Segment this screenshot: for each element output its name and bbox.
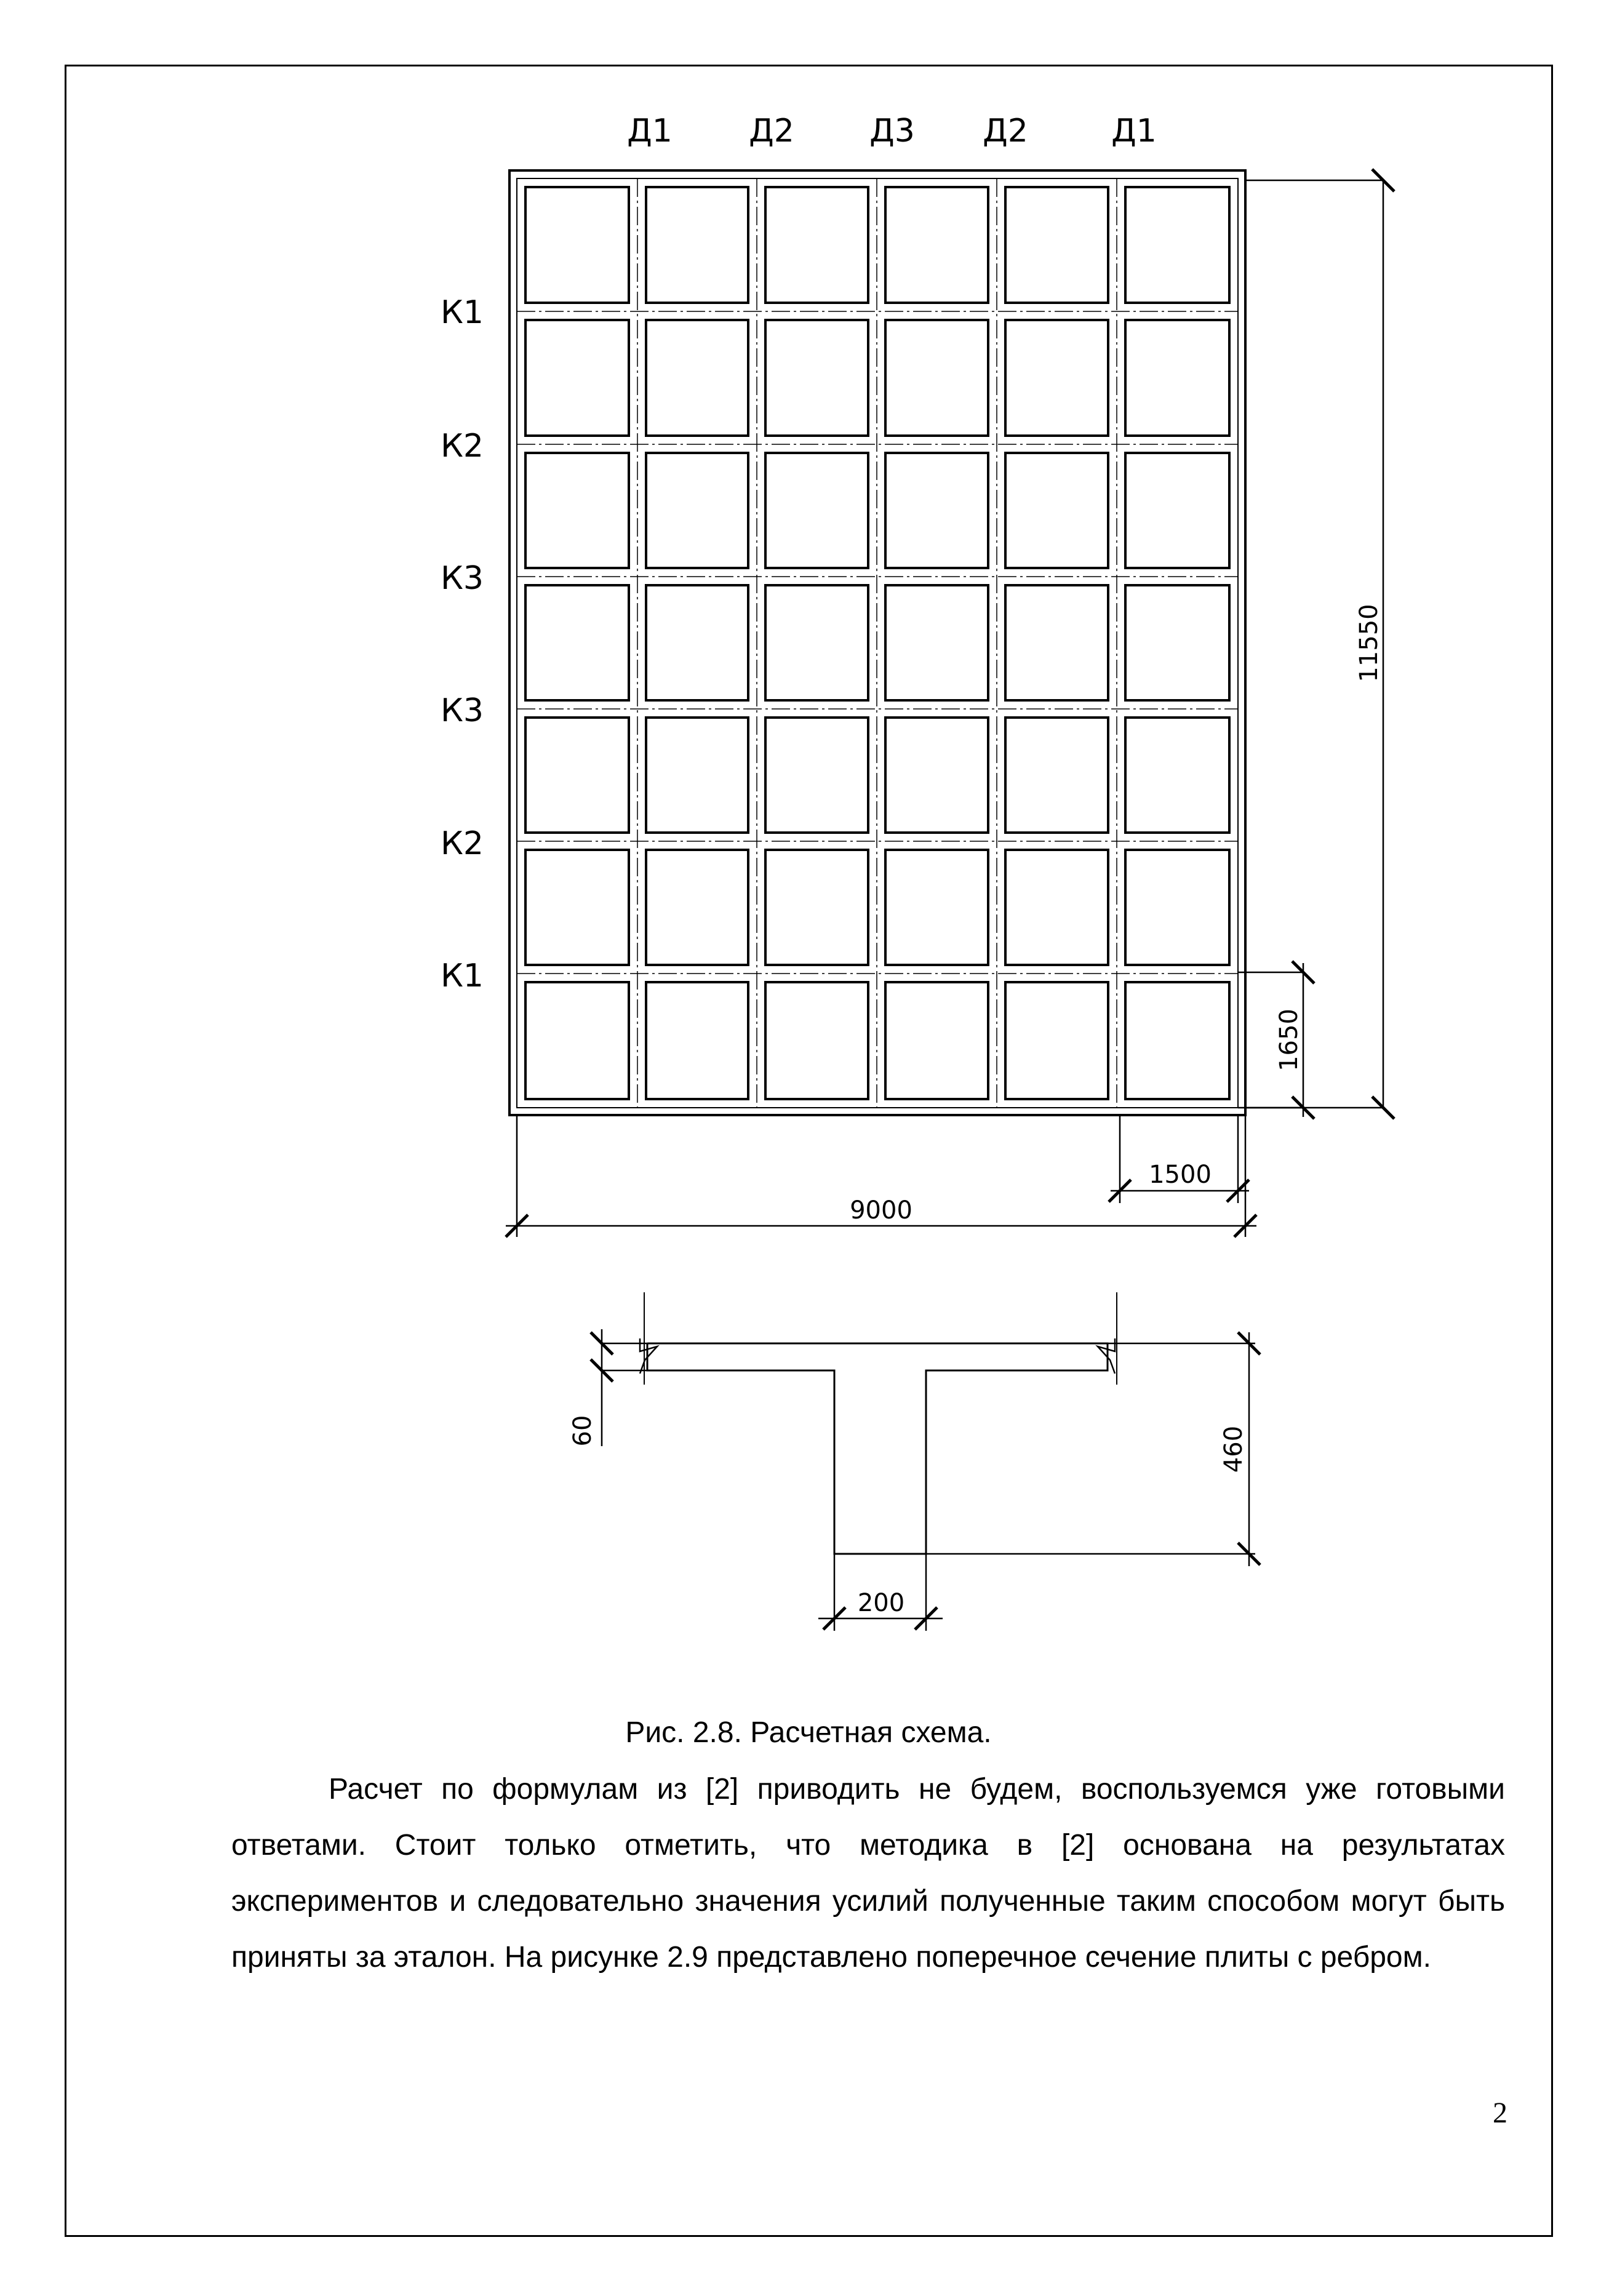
beam-grid <box>517 178 1238 1108</box>
slab-panel <box>1125 320 1229 436</box>
slab-panel <box>646 982 748 1099</box>
slab-panel <box>765 718 868 833</box>
row-label: К1 <box>441 958 484 994</box>
page-number: 2 <box>1493 2097 1507 2129</box>
slab-panel <box>1125 982 1229 1099</box>
slab-panel <box>1125 453 1229 568</box>
plan-dimensions <box>506 169 1394 1237</box>
row-label: К2 <box>441 428 484 465</box>
slab-panel <box>885 187 988 303</box>
slab-inner-outline <box>517 178 1238 1108</box>
column-label: Д1 <box>627 113 673 150</box>
slab-panel <box>1125 187 1229 303</box>
slab-panel <box>1125 718 1229 833</box>
column-label: Д2 <box>983 113 1028 150</box>
column-label: Д2 <box>749 113 794 150</box>
column-label: Д3 <box>869 113 915 150</box>
slab-panel <box>765 982 868 1099</box>
slab-panel <box>1005 718 1108 833</box>
slab-panel <box>885 850 988 965</box>
slab-panel <box>525 320 629 436</box>
slab-panels <box>525 187 1229 1099</box>
slab-panel <box>525 187 629 303</box>
slab-panel <box>1005 850 1108 965</box>
row-label: К1 <box>441 294 484 331</box>
slab-panel <box>525 982 629 1099</box>
slab-panel <box>1005 585 1108 700</box>
slab-panel <box>885 453 988 568</box>
slab-panel <box>525 585 629 700</box>
body-paragraph: Расчет по формулам из [2] приводить не будем, воспользуемся уже готовыми ответами. Стоит только отметить, что методика в [2] основана на результатах экспериментов и следовательно значения усилий полученные таким способом могут быть приняты за эталон. На рисунке 2.9 представлено поперечное сечение плиты с ребром. <box>231 1773 1505 1974</box>
slab-panel <box>1005 453 1108 568</box>
slab-panel <box>646 850 748 965</box>
slab-panel <box>1125 850 1229 965</box>
dimension-row-spacing: 1650 <box>1275 1009 1303 1071</box>
slab-panel <box>885 718 988 833</box>
dimension-column-spacing: 1500 <box>1149 1161 1212 1189</box>
slab-panel <box>765 453 868 568</box>
figure-caption: Рис. 2.8. Расчетная схема. <box>625 1716 992 1749</box>
slab-panel <box>646 453 748 568</box>
slab-panel <box>1005 187 1108 303</box>
dimension-width-total: 9000 <box>850 1196 912 1225</box>
slab-panel <box>765 320 868 436</box>
slab-panel <box>1005 982 1108 1099</box>
slab-plan <box>509 170 1245 1115</box>
slab-panel <box>765 585 868 700</box>
column-label: Д1 <box>1111 113 1157 150</box>
slab-panel <box>1005 320 1108 436</box>
row-label: К2 <box>441 825 484 862</box>
slab-panel <box>1125 585 1229 700</box>
slab-panel <box>646 320 748 436</box>
row-label: К3 <box>441 560 484 597</box>
dimension-flange-thickness: 60 <box>569 1415 597 1447</box>
slab-panel <box>525 718 629 833</box>
slab-panel <box>885 320 988 436</box>
rib-cross-section <box>640 1292 1117 1554</box>
row-label: К3 <box>441 692 484 729</box>
slab-panel <box>765 850 868 965</box>
slab-panel <box>646 187 748 303</box>
slab-panel <box>885 982 988 1099</box>
slab-panel <box>765 187 868 303</box>
section-outline <box>647 1343 1108 1554</box>
dimension-rib-width: 200 <box>857 1589 905 1617</box>
slab-panel <box>646 585 748 700</box>
slab-panel <box>646 718 748 833</box>
slab-panel <box>525 453 629 568</box>
slab-panel <box>525 850 629 965</box>
dimension-height-total: 11550 <box>1355 604 1383 682</box>
dimension-total-height: 460 <box>1220 1425 1248 1473</box>
slab-panel <box>885 585 988 700</box>
